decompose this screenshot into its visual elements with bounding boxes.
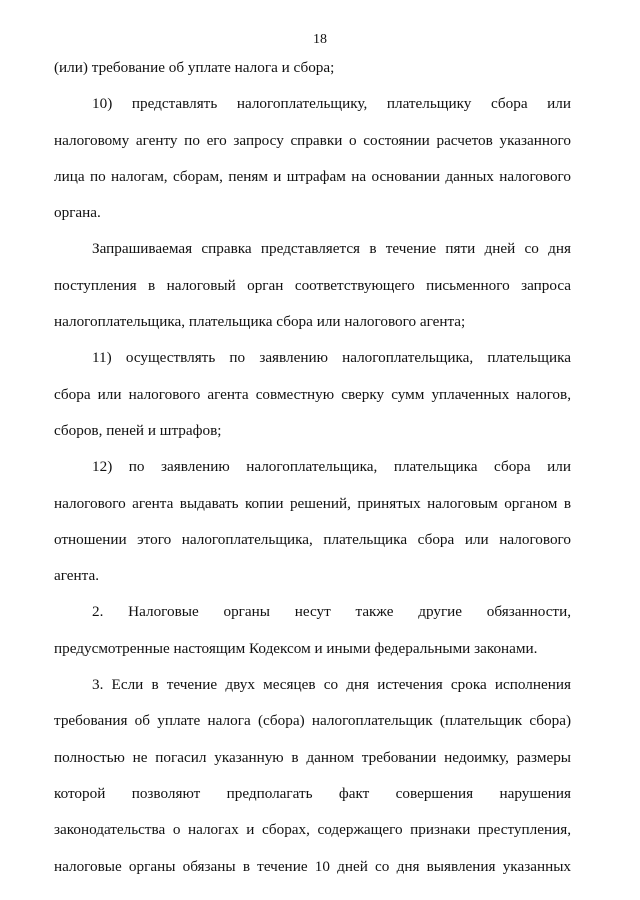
text-line: предусмотренные настоящим Кодексом и иными федеральными законами. (54, 639, 538, 657)
text-line: которой позволяют предполагать факт совершения нарушения (54, 784, 571, 802)
text-line: лица по налогам, сборам, пеням и штрафам на основании данных налогового (54, 167, 571, 185)
text-line: сборов, пеней и штрафов; (54, 421, 222, 439)
text-line: полностью не погасил указанную в данном требовании недоимку, размеры (54, 748, 571, 766)
text-line: органа. (54, 204, 101, 222)
text-line: 3. Если в течение двух месяцев со дня истечения срока исполнения (92, 676, 571, 694)
text-line: 10) представлять налогоплательщику, плательщику сбора или (92, 95, 571, 113)
body-text (54, 50, 571, 885)
text-line: агента. (54, 567, 99, 585)
page-number: 18 (313, 32, 327, 47)
text-line: налогового агента выдавать копии решений, принятых налоговым органом в (54, 494, 571, 512)
text-line: поступления в налоговый орган соответствующего письменного запроса (54, 276, 571, 294)
text-line: Запрашиваемая справка представляется в течение пяти дней со дня (92, 240, 571, 258)
text-line: налогоплательщика, плательщика сбора или налогового агента; (54, 313, 466, 331)
text-line: (или) требование об уплате налога и сбора; (54, 59, 335, 76)
text-line: налоговому агенту по его запросу справки о состоянии расчетов указанного (54, 131, 571, 149)
text-line: законодательства о налогах и сборах, содержащего признаки преступления, (54, 821, 571, 839)
text-line: 11) осуществлять по заявлению налогоплательщика, плательщика (92, 349, 571, 367)
text-line: налоговые органы обязаны в течение 10 дней со дня выявления указанных (54, 857, 571, 875)
text-line: 2. Налоговые органы несут также другие обязанности, (92, 603, 571, 621)
text-line: требования об уплате налога (сбора) налогоплательщик (плательщик сбора) (54, 712, 571, 730)
text-line: отношении этого налогоплательщика, плательщика сбора или налогового (54, 530, 571, 548)
text-line: сбора или налогового агента совместную сверку сумм уплаченных налогов, (54, 385, 571, 403)
text-line: 12) по заявлению налогоплательщика, плательщика сбора или (92, 458, 571, 476)
